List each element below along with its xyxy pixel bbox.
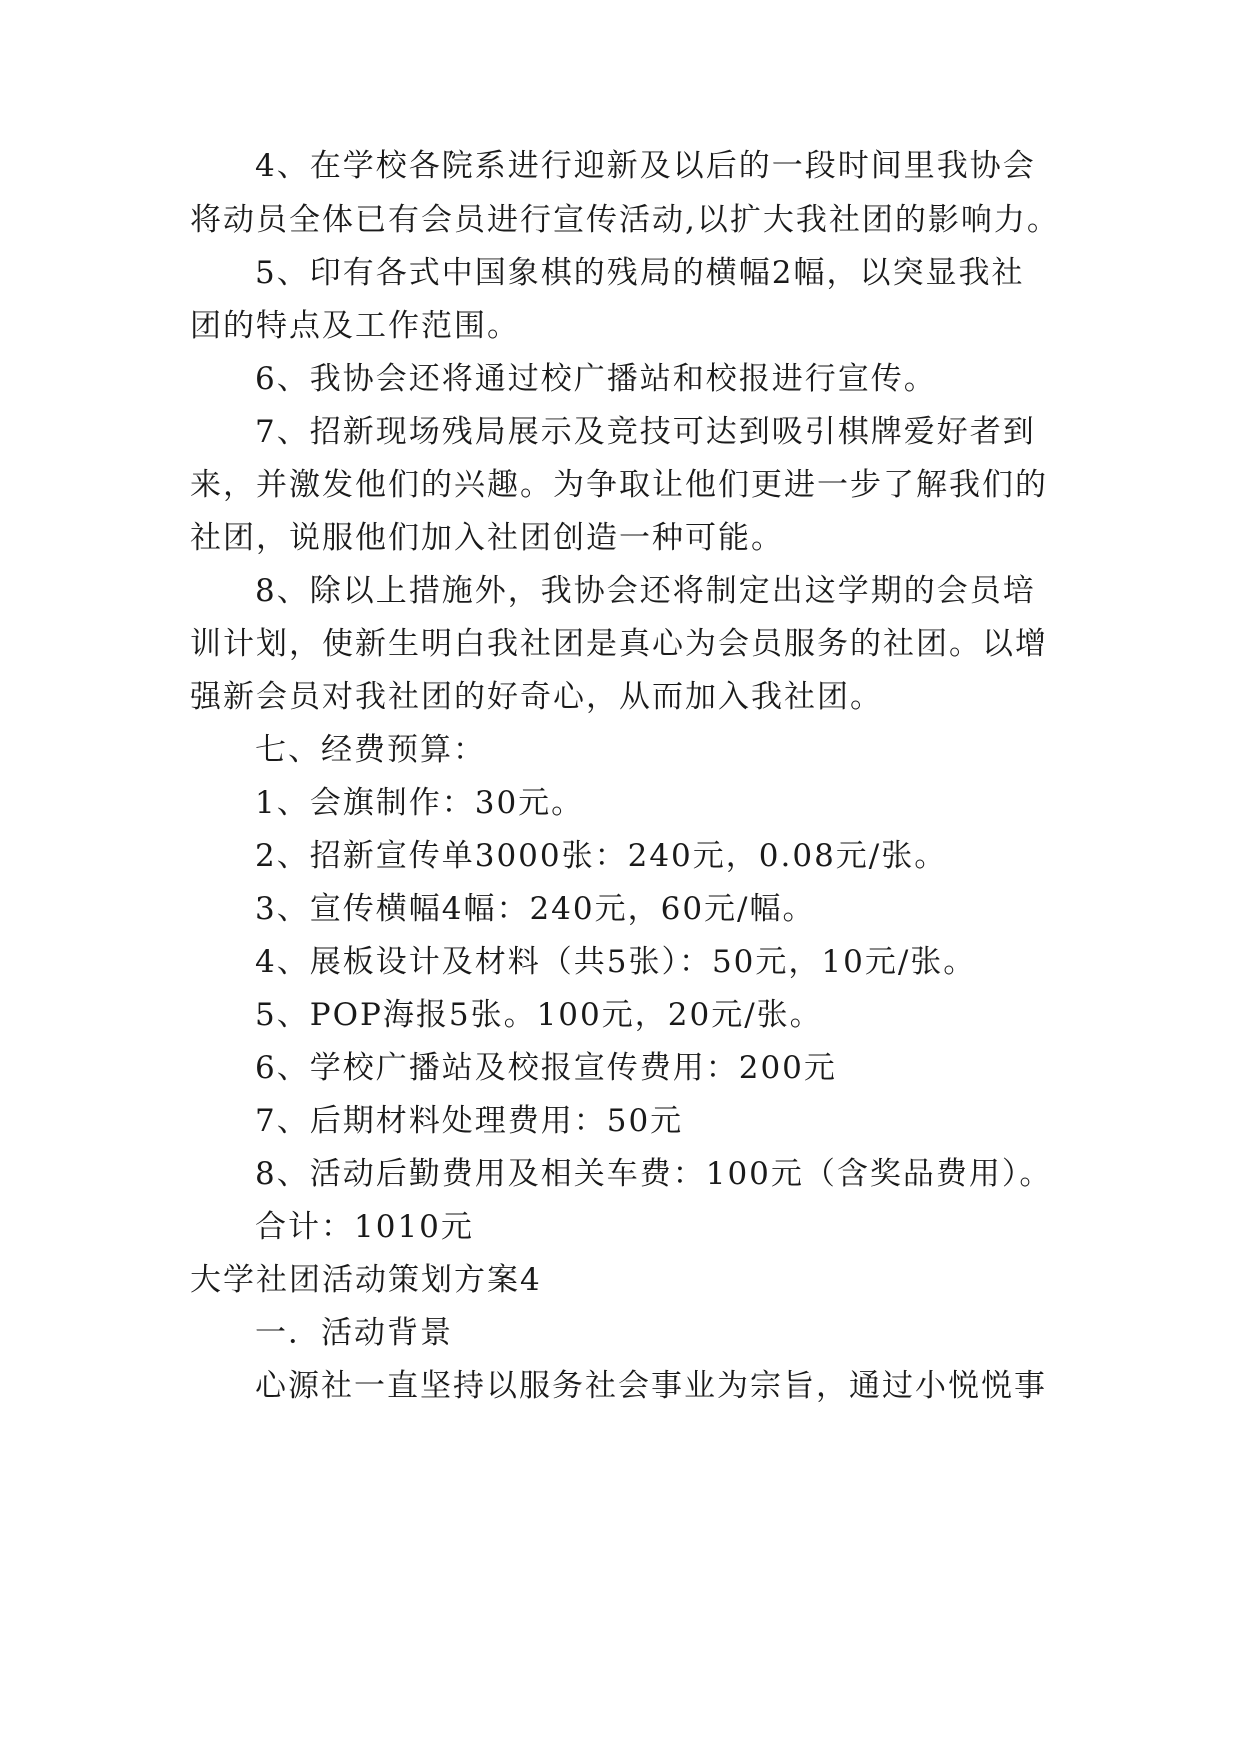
subsection-heading-background: 一．活动背景 [255,1315,453,1351]
budget-item-6: 6、学校广播站及校报宣传费用：200元 [255,1050,837,1086]
paragraph-4-line-2: 将动员全体已有会员进行宣传活动,以扩大我社团的影响力。 [190,202,1060,238]
paragraph-4-line-1: 4、在学校各院系进行迎新及以后的一段时间里我协会 [255,148,1036,184]
background-paragraph-line-1: 心源社一直坚持以服务社会事业为宗旨，通过小悦悦事 [255,1368,1047,1404]
paragraph-5-line-2: 团的特点及工作范围。 [190,308,520,344]
paragraph-5-line-1: 5、印有各式中国象棋的残局的横幅2幅，以突显我社 [255,255,1025,291]
budget-item-1: 1、会旗制作：30元。 [255,785,585,821]
budget-total: 合计：1010元 [255,1209,474,1245]
paragraph-8-line-1: 8、除以上措施外，我协会还将制定出这学期的会员培 [255,573,1036,609]
section-heading-budget: 七、经费预算： [255,732,486,768]
budget-item-5: 5、POP海报5张。100元，20元/张。 [255,997,823,1033]
paragraph-7-line-3: 社团，说服他们加入社团创造一种可能。 [190,520,784,556]
paragraph-8-line-2: 训计划，使新生明白我社团是真心为会员服务的社团。以增 [190,626,1048,662]
budget-item-3: 3、宣传横幅4幅：240元，60元/幅。 [255,891,816,927]
paragraph-6: 6、我协会还将通过校广播站和校报进行宣传。 [255,361,937,397]
document-section-title: 大学社团活动策划方案4 [190,1262,542,1298]
budget-item-4: 4、展板设计及材料（共5张）：50元，10元/张。 [255,944,977,980]
budget-item-8: 8、活动后勤费用及相关车费：100元（含奖品费用）。 [255,1156,1053,1192]
paragraph-7-line-1: 7、招新现场残局展示及竞技可达到吸引棋牌爱好者到 [255,414,1036,450]
paragraph-7-line-2: 来，并激发他们的兴趣。为争取让他们更进一步了解我们的 [190,467,1048,503]
budget-item-2: 2、招新宣传单3000张：240元，0.08元/张。 [255,838,948,874]
paragraph-8-line-3: 强新会员对我社团的好奇心，从而加入我社团。 [190,679,883,715]
budget-item-7: 7、后期材料处理费用：50元 [255,1103,684,1139]
